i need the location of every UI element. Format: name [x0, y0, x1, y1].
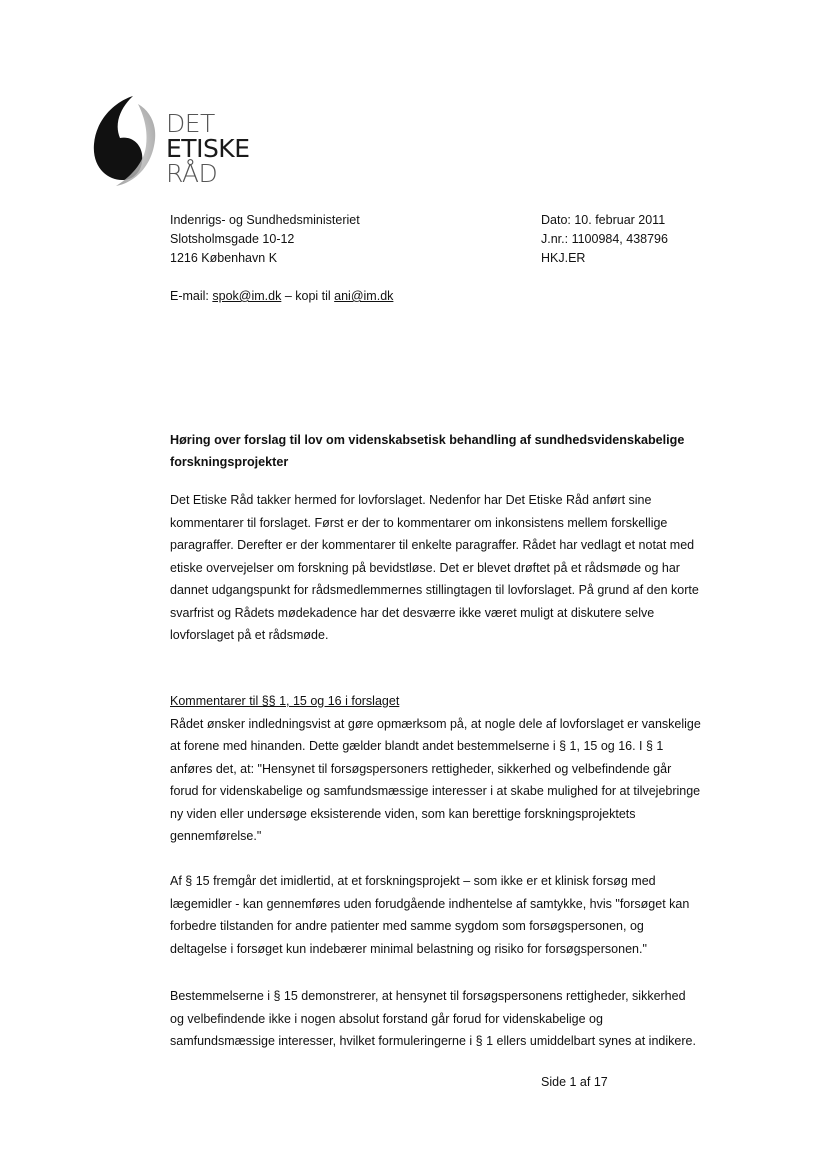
intro-paragraph [170, 489, 750, 647]
text-line: forbedre tilstanden for andre patienter med samme sygdom som forsøgspersonen, og [170, 919, 644, 933]
recipient-address [170, 211, 360, 268]
text-line: forud for videnskabelige og samfundsmæssige interesser i at skabe mulighed for at tilvejebringe [170, 784, 701, 798]
text-line: samfundsmæssige interesser, hvilket formuleringerne i § 1 ellers umiddelbart synes at indikere. [170, 1034, 696, 1048]
letter-meta [541, 211, 668, 268]
email-prefix: E-mail: [170, 289, 213, 303]
email-link-copy[interactable]: ani@im.dk [334, 289, 394, 303]
text-line: Rådet ønsker indledningsvist at gøre opmærksom på, at nogle dele af lovforslaget er vanskelige [170, 716, 701, 731]
reference-code: HKJ.ER [541, 251, 586, 265]
logo-wordmark [166, 111, 250, 186]
address-line: Slotsholmsgade 10-12 [170, 232, 295, 246]
conclusion-paragraph [170, 985, 750, 1053]
text-line: dannet udgangspunkt for rådsmedlemmernes stillingtagen til lovforslaget. På grund af den korte [170, 583, 699, 597]
text-line: ny viden eller undersøge eksisterende viden, som kan berettige forskningsprojektets [170, 806, 636, 821]
text-line: kommentarer til forslaget. Først er der to kommentarer om inkonsistens mellem forskellige [170, 515, 668, 530]
text-line: at forene med hinanden. Dette gælder blandt andet bestemmelserne i § 1, 15 og 16. I § 1 [170, 739, 664, 753]
title-line: forskningsprojekter [170, 455, 289, 469]
journal-number: J.nr.: 1100984, 438796 [541, 232, 668, 246]
text-line: etiske overvejelser om forskning på bevidstløse. Det er blevet drøftet på et rådsmøde og har [170, 560, 680, 575]
text-line: paragraffer. Derefter er der kommentarer til enkelte paragraffer. Rådet har vedlagt et notat med [170, 538, 695, 552]
logo-line-det: DET [166, 109, 215, 138]
section-heading: Kommentarer til §§ 1, 15 og 16 i forslaget [170, 694, 400, 708]
letter-date: Dato: 10. februar 2011 [541, 213, 666, 227]
text-line: anføres det, at: "Hensynet til forsøgspersoners rettigheder, sikkerhed og velbefindende går [170, 761, 672, 776]
title-line: Høring over forslag til lov om videnskabsetisk behandling af sundhedsvidenskabelige [170, 433, 685, 447]
address-line: 1216 København K [170, 251, 278, 265]
text-line: svarfrist og Rådets mødekadence har det desværre ikke været muligt at diskutere selve [170, 605, 655, 620]
email-middle: – kopi til [281, 289, 335, 303]
logo-line-etiske: ETISKE [166, 134, 250, 163]
text-line: Det Etiske Råd takker hermed for lovforslaget. Nedenfor har Det Etiske Råd anført sine [170, 493, 652, 507]
text-line: lovforslaget på et rådsmøde. [170, 628, 329, 642]
letter-title [170, 429, 740, 473]
section-comments-paragraphs [170, 690, 750, 848]
text-line: gennemførelse." [170, 829, 262, 843]
text-line: Af § 15 fremgår det imidlertid, at et forskningsprojekt – som ikke er et klinisk forsøg med [170, 874, 656, 888]
text-line: lægemidler - kan gennemføres uden forudgående indhentelse af samtykke, hvis "forsøget kan [170, 896, 690, 911]
email-link-primary[interactable]: spok@im.dk [212, 289, 282, 303]
text-line: Bestemmelserne i § 15 demonstrerer, at hensynet til forsøgspersonens rettigheder, sikkerhed [170, 989, 686, 1003]
text-line: og velbefindende ikke i nogen absolut forstand går forud for videnskabelige og [170, 1011, 603, 1026]
text-line: deltagelse i forsøget kun indebærer minimal belastning og risiko for forsøgspersonen." [170, 941, 647, 956]
address-line: Indenrigs- og Sundhedsministeriet [170, 213, 360, 227]
logo-line-raad: RÅD [166, 159, 218, 188]
section-15-paragraph [170, 870, 750, 960]
email-line [170, 287, 393, 306]
page-number: Side 1 af 17 [541, 1075, 608, 1089]
